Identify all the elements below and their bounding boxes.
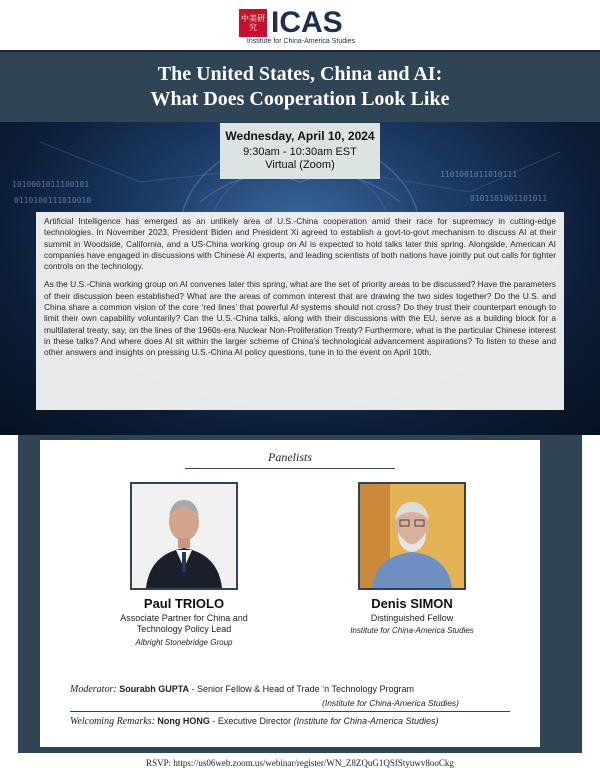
event-description — [36, 212, 564, 410]
logo-seal: 中美研究 — [239, 9, 267, 37]
panelists-card — [40, 440, 540, 747]
event-date: Wednesday, April 10, 2024 — [225, 129, 375, 143]
title-banner — [0, 50, 600, 124]
panelist-org-simon: Institute for China-America Studies — [350, 626, 474, 635]
event-title — [0, 62, 600, 112]
welcoming-name: Nong HONG — [157, 716, 210, 726]
binary-decoration: 0101101001101011 — [470, 194, 548, 203]
event-title-line2: What Does Cooperation Look Like — [150, 88, 450, 110]
event-format: Virtual (Zoom) — [265, 159, 335, 171]
binary-decoration: 1010001011100101 — [12, 180, 90, 189]
welcoming-label: Welcoming Remarks — [70, 716, 152, 727]
moderator-line: Moderator: Sourabh GUPTA - Senior Fellow & Head of Trade ‘n Technology Program — [70, 684, 414, 695]
moderator-org: (Institute for China-America Studies) — [322, 698, 459, 708]
event-title-line1: The United States, China and AI: — [157, 63, 443, 85]
panelist-org-triolo: Albright Stonebridge Group — [135, 638, 233, 647]
panelist-name-simon: Denis SIMON — [371, 596, 453, 611]
panelist-role-simon: Distinguished Fellow — [370, 613, 454, 623]
description-paragraph: As the U.S.-China working group on AI convenes later this spring, what are the set of priority areas to be discussed? Have the parameters of their discussion been established? What are the areas of common interest that are drawing the two sides together? Do the U.S. and China share a common vision of the core ‘red lines’ that powerful AI systems should not cross? Do they trust their counterpart enough to limit their own capability voluntarily? Can the U.S.-China talks, along with their discussions with the EU, serve as a building block for a multilateral treaty, say, on the lines of the 1960s-era Nuclear Non-Proliferation Treaty? Furthermore, what is the particular Chinese interest in these talks? And where does AI sit within the larger scheme of China’s technological advancement aspirations? To listen to these and other answers and insights on pressing U.S.-China AI policy questions, tune in to the event on April 10th. — [44, 279, 556, 358]
event-date-block — [220, 123, 380, 179]
moderator-role: - Senior Fellow & Head of Trade ‘n Technology Program — [191, 684, 414, 694]
rsvp-link[interactable]: RSVP: https://us06web.zoom.us/webinar/register/WN_Z8ZQuG1QSfStyuwv8ooCkg — [146, 758, 454, 768]
binary-decoration: 0110100111010010 — [14, 196, 92, 205]
panelist-role-line: Technology Policy Lead — [136, 624, 232, 634]
person-portrait-icon — [132, 484, 236, 588]
binary-decoration: 1101001011010111 — [440, 170, 518, 179]
panelist-photo-simon — [358, 482, 466, 590]
panelist-photo-triolo — [130, 482, 238, 590]
panelist-name-triolo: Paul TRIOLO — [143, 596, 225, 611]
heading-divider — [185, 468, 395, 469]
welcoming-org: (Institute for China-America Studies) — [293, 716, 439, 726]
panelists-heading: Panelists — [268, 450, 312, 464]
person-portrait-icon — [360, 484, 464, 588]
header — [0, 0, 600, 50]
event-time: 9:30am - 10:30am EST — [243, 146, 357, 158]
logo-wordmark: ICAS — [271, 6, 343, 39]
moderator-name: Sourabh GUPTA — [119, 684, 190, 694]
welcoming-remarks-line: Welcoming Remarks: Nong HONG - Executive Director (Institute for China-America Studies) — [70, 716, 439, 727]
description-paragraph: Artificial Intelligence has emerged as an unlikely area of U.S.-China cooperation amid their race for supremacy in cutting-edge technologies. In November 2023, President Biden and President Xi agreed to establish a govt-to-govt mechanism to discuss AI at their summit in Woodside, California, and a US-China working group on AI is expected to hold talks later this spring. Alongside, American AI companies have engaged in discussions with Chinese AI experts, and leading scientists of both nations have jointly put out calls for tighter controls on the technology. — [44, 216, 556, 272]
moderator-label: Moderator — [70, 684, 114, 695]
welcoming-role: - Executive Director — [212, 716, 291, 726]
panelist-role-line: Associate Partner for China and — [120, 613, 248, 623]
icas-logo[interactable] — [239, 6, 363, 47]
panelist-role-triolo — [90, 613, 278, 635]
moderator-divider — [70, 711, 510, 712]
logo-subtitle: Institute for China-America Studies — [246, 38, 356, 45]
